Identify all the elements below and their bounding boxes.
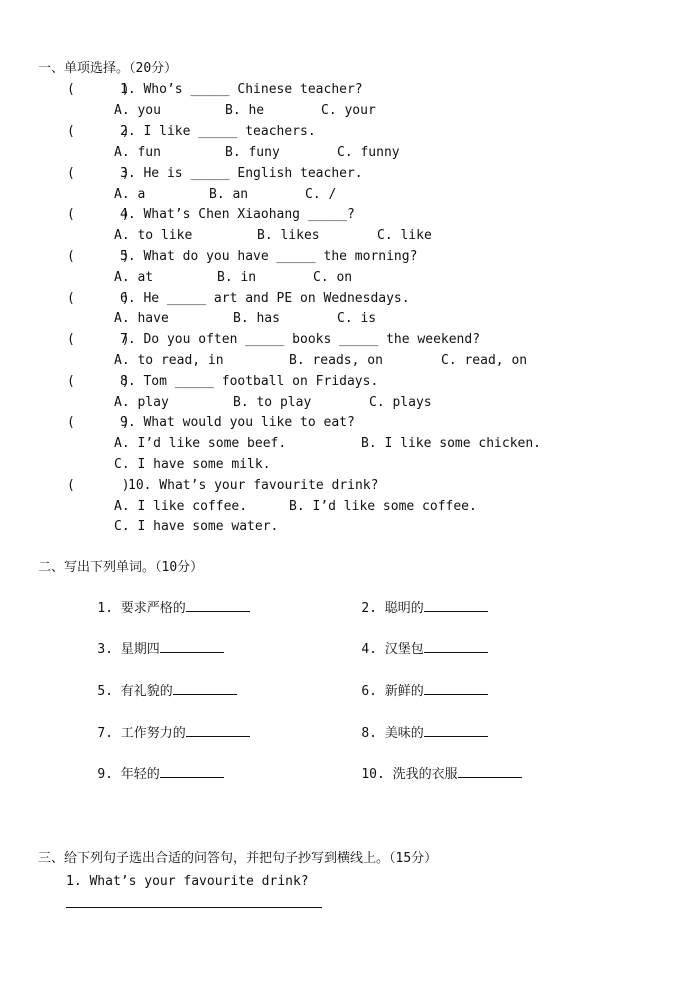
vocab-item-9 — [66, 747, 224, 802]
option-7c: C. read, on — [441, 353, 528, 368]
answer-paren-9[interactable]: ( ) — [67, 415, 130, 430]
option-2a: A. fun — [114, 145, 161, 160]
option-4c: C. like — [377, 228, 432, 243]
option-10b: B. I’d like some coffee. — [289, 499, 477, 514]
question-5: 5. What do you have _____ the morning? — [120, 249, 418, 264]
question-4: 4. What’s Chen Xiaohang _____? — [120, 207, 355, 222]
answer-paren-10[interactable]: ( ) — [67, 478, 130, 493]
option-8c: C. plays — [369, 395, 432, 410]
vocab-word: 美味的 — [384, 726, 424, 741]
answer-blank[interactable] — [424, 724, 488, 737]
option-4b: B. likes — [257, 228, 320, 243]
vocab-num: 1. — [97, 601, 113, 616]
vocab-word: 新鲜的 — [384, 684, 424, 699]
question-10: 10. What’s your favourite drink? — [128, 478, 379, 493]
option-4a: A. to like — [114, 228, 193, 243]
option-6a: A. have — [114, 311, 169, 326]
section-1-heading: 一、单项选择。（20分） — [38, 61, 178, 76]
option-3c: C. / — [305, 187, 337, 202]
answer-paren-2[interactable]: ( ) — [67, 124, 130, 139]
vocab-num: 9. — [97, 767, 113, 782]
vocab-num: 7. — [97, 726, 113, 741]
question-7: 7. Do you often _____ books _____ the weekend? — [120, 332, 481, 347]
answer-blank[interactable] — [424, 599, 488, 612]
section-2-heading: 二、写出下列单词。（10分） — [38, 560, 204, 575]
question-3: 3. He is _____ English teacher. — [120, 166, 363, 181]
option-9b: B. I like some chicken. — [361, 436, 542, 451]
option-9c: C. I have some milk. — [114, 457, 271, 472]
option-5c: C. on — [313, 270, 353, 285]
option-8b: B. to play — [233, 395, 312, 410]
vocab-num: 6. — [361, 684, 377, 699]
option-6c: C. is — [337, 311, 377, 326]
option-5a: A. at — [114, 270, 154, 285]
vocab-word: 要求严格的 — [120, 601, 186, 616]
option-7b: B. reads, on — [289, 353, 383, 368]
question-6: 6. He _____ art and PE on Wednesdays. — [120, 291, 410, 306]
section-3-heading: 三、给下列句子选出合适的问答句，并把句子抄写到横线上。（15分） — [38, 851, 438, 866]
vocab-num: 3. — [97, 642, 113, 657]
question-9: 9. What would you like to eat? — [120, 415, 355, 430]
answer-paren-1[interactable]: ( ) — [67, 82, 130, 97]
answer-blank[interactable] — [186, 599, 250, 612]
answer-blank[interactable] — [424, 640, 488, 653]
answer-blank[interactable] — [458, 765, 522, 778]
option-2b: B. funy — [225, 145, 280, 160]
option-7a: A. to read, in — [114, 353, 224, 368]
option-10a: A. I like coffee. — [114, 499, 248, 514]
vocab-num: 5. — [97, 684, 113, 699]
vocab-word: 星期四 — [120, 642, 160, 657]
option-2c: C. funny — [337, 145, 400, 160]
answer-paren-3[interactable]: ( ) — [67, 166, 130, 181]
answer-blank[interactable] — [173, 682, 237, 695]
vocab-word: 聪明的 — [384, 601, 424, 616]
option-3b: B. an — [209, 187, 249, 202]
answer-paren-6[interactable]: ( ) — [67, 291, 130, 306]
section-3-question-1: 1. What’s your favourite drink? — [66, 874, 309, 889]
answer-paren-4[interactable]: ( ) — [67, 207, 130, 222]
option-10c: C. I have some water. — [114, 519, 279, 534]
answer-paren-5[interactable]: ( ) — [67, 249, 130, 264]
answer-blank[interactable] — [186, 724, 250, 737]
answer-blank[interactable] — [424, 682, 488, 695]
vocab-num: 4. — [361, 642, 377, 657]
vocab-word: 汉堡包 — [384, 642, 424, 657]
vocab-num: 8. — [361, 726, 377, 741]
option-9a: A. I’d like some beef. — [114, 436, 287, 451]
answer-paren-8[interactable]: ( ) — [67, 374, 130, 389]
option-1c: C. your — [321, 103, 376, 118]
vocab-word: 年轻的 — [120, 767, 160, 782]
option-1b: B. he — [225, 103, 265, 118]
option-5b: B. in — [217, 270, 257, 285]
vocab-word: 有礼貌的 — [120, 684, 173, 699]
answer-blank[interactable] — [160, 640, 224, 653]
question-1: 1. Who’s _____ Chinese teacher? — [120, 82, 363, 97]
answer-paren-7[interactable]: ( ) — [67, 332, 130, 347]
question-2: 2. I like _____ teachers. — [120, 124, 316, 139]
question-8: 8. Tom _____ football on Fridays. — [120, 374, 379, 389]
option-8a: A. play — [114, 395, 169, 410]
vocab-word: 洗我的衣服 — [392, 767, 458, 782]
answer-blank[interactable] — [160, 765, 224, 778]
option-6b: B. has — [233, 311, 280, 326]
vocab-num: 2. — [361, 601, 377, 616]
vocab-num: 10. — [361, 767, 385, 782]
option-3a: A. a — [114, 187, 146, 202]
vocab-item-10 — [330, 747, 522, 802]
vocab-word: 工作努力的 — [120, 726, 186, 741]
option-1a: A. you — [114, 103, 161, 118]
answer-line-1[interactable] — [66, 907, 322, 908]
